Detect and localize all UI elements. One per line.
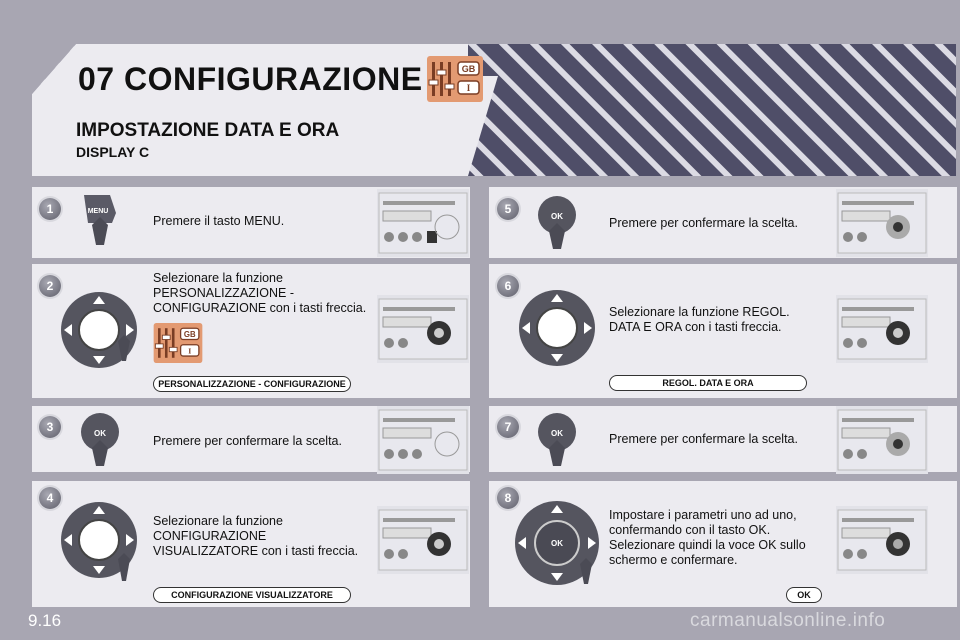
menu-item-pill: CONFIGURAZIONE VISUALIZZATORE xyxy=(153,587,351,603)
ok-button-icon xyxy=(537,195,577,251)
section-title: IMPOSTAZIONE DATA E ORA xyxy=(76,120,340,141)
ok-button-icon xyxy=(80,412,120,468)
radio-unit-image xyxy=(377,506,469,574)
arrow-pad-icon xyxy=(60,501,138,583)
radio-unit-image xyxy=(377,189,469,257)
config-gb-i-icon xyxy=(427,56,483,102)
config-gb-i-icon xyxy=(153,323,203,363)
step-number: 8 xyxy=(497,487,519,509)
step-text: Selezionare la funzione PERSONALIZZAZIONE - CONFIGURAZIONE con i tasti freccia. xyxy=(153,271,367,315)
step-number: 2 xyxy=(39,275,61,297)
ok-button-label: OK xyxy=(551,539,563,548)
ok-button-icon xyxy=(537,412,577,468)
arrow-pad-icon xyxy=(518,289,596,371)
watermark: carmanualsonline.info xyxy=(690,610,886,631)
ok-button-label: OK xyxy=(551,429,563,438)
step-number: 7 xyxy=(497,416,519,438)
svg-text:GB: GB xyxy=(183,329,196,339)
svg-text:GB: GB xyxy=(461,64,475,74)
step-number: 6 xyxy=(497,275,519,297)
radio-unit-image xyxy=(377,295,469,363)
step-text: Impostare i parametri uno ad uno, confermando con il tasto OK. Selezionare quindi la voce OK sullo schermo e confermare. xyxy=(609,508,806,567)
page-title: 07 CONFIGURAZIONE xyxy=(78,60,423,97)
ok-button-label: OK xyxy=(551,212,563,221)
step-number: 5 xyxy=(497,198,519,220)
step-text: Premere per confermare la scelta. xyxy=(609,432,798,446)
step-text: Premere per confermare la scelta. xyxy=(153,434,342,448)
arrow-pad-ok-icon xyxy=(514,500,604,586)
arrow-pad-icon xyxy=(60,291,138,369)
step-number: 3 xyxy=(39,416,61,438)
display-label: DISPLAY C xyxy=(76,144,150,160)
step-text: Premere per confermare la scelta. xyxy=(609,216,798,230)
step-text: Selezionare la funzione CONFIGURAZIONE VISUALIZZATORE con i tasti freccia. xyxy=(153,514,359,558)
menu-button-label: MENU xyxy=(87,208,109,215)
radio-unit-image xyxy=(836,506,928,574)
radio-unit-image xyxy=(836,295,928,363)
radio-unit-image xyxy=(836,406,928,474)
step-number: 1 xyxy=(39,198,61,220)
radio-unit-image xyxy=(377,406,469,474)
title-row xyxy=(78,56,483,102)
menu-button-icon xyxy=(82,193,122,248)
step-text: Selezionare la funzione REGOL. DATA E ORA con i tasti freccia. xyxy=(609,305,790,334)
step-text: Premere il tasto MENU. xyxy=(153,214,285,228)
svg-text:I: I xyxy=(466,83,470,93)
radio-unit-image xyxy=(836,189,928,257)
ok-button-label: OK xyxy=(94,429,106,438)
svg-text:I: I xyxy=(188,346,192,356)
step-number: 4 xyxy=(39,487,61,509)
menu-item-pill: REGOL. DATA E ORA xyxy=(609,375,807,391)
menu-item-pill: OK xyxy=(786,587,822,603)
page-number: 9.16 xyxy=(28,611,62,630)
menu-item-pill: PERSONALIZZAZIONE - CONFIGURAZIONE xyxy=(153,376,351,392)
